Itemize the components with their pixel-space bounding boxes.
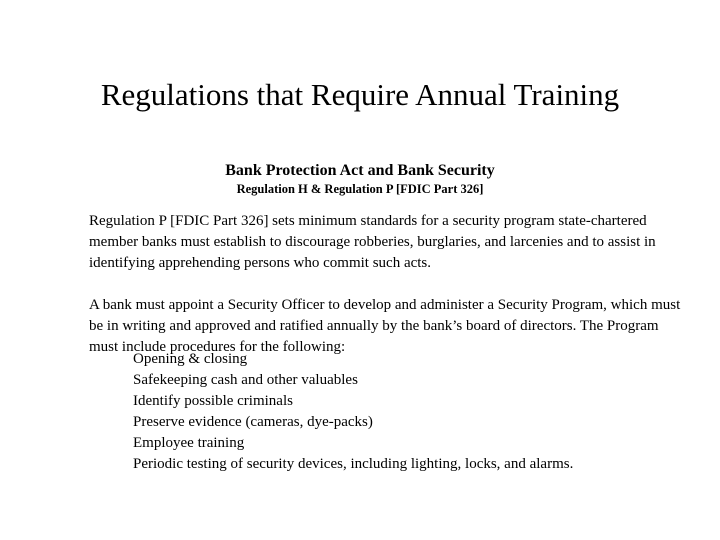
list-item: Periodic testing of security devices, including lighting, locks, and alarms. xyxy=(133,456,574,472)
paragraph-security-officer: A bank must appoint a Security Officer to develop and administer a Security Program, which must be in writing and approved and ratified annually by the bank’s board of directors. The Program must include procedures for the following: xyxy=(89,297,681,355)
list-item: Identify possible criminals xyxy=(133,393,293,409)
section-heading: Bank Protection Act and Bank Security xyxy=(225,162,495,179)
paragraph-regulation-p: Regulation P [FDIC Part 326] sets minimum standards for a security program state-chartered member banks must establish to discourage robberies, burglaries, and larcenies and to assist in identifying apprehending persons who commit such acts. xyxy=(89,213,656,271)
list-item: Preserve evidence (cameras, dye-packs) xyxy=(133,414,373,430)
slide-title: Regulations that Require Annual Training xyxy=(100,77,620,112)
list-item: Safekeeping cash and other valuables xyxy=(133,372,358,388)
procedure-list xyxy=(133,349,573,475)
list-item: Opening & closing xyxy=(133,351,248,367)
section-subheading: Regulation H & Regulation P [FDIC Part 326] xyxy=(236,182,484,196)
list-item: Employee training xyxy=(133,435,245,451)
